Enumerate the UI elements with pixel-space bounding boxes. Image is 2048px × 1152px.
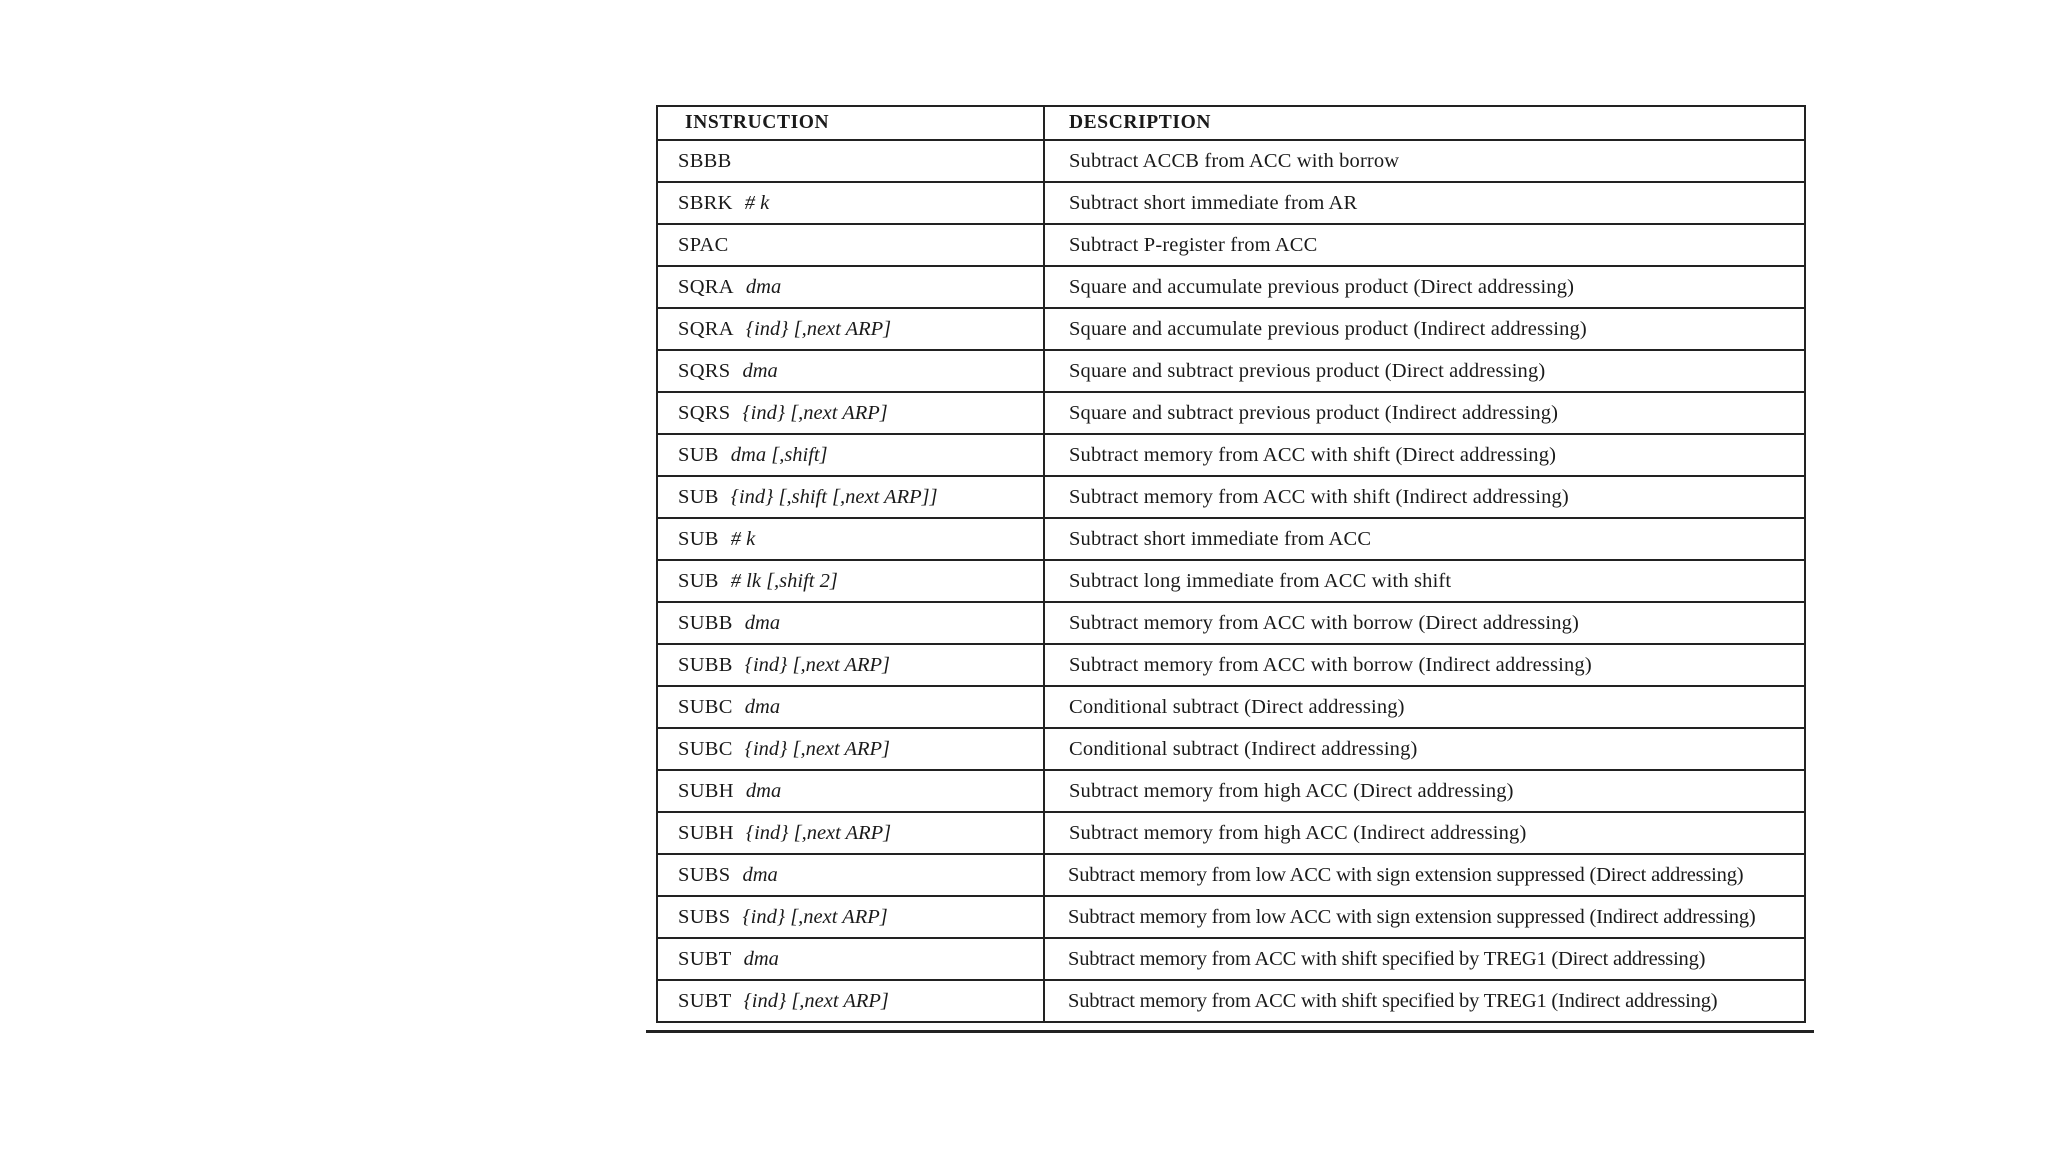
mnemonic: SQRS	[678, 401, 731, 424]
table-row	[657, 644, 1805, 686]
mnemonic: SUBH	[678, 779, 734, 802]
mnemonic: SQRA	[678, 317, 734, 340]
mnemonic: SBRK	[678, 191, 733, 214]
operands: dma [,shift]	[730, 443, 828, 466]
operands: dma	[745, 779, 782, 802]
table-row	[657, 476, 1805, 518]
description-cell: Subtract memory from ACC with shift (Direct addressing)	[1044, 434, 1805, 476]
operands: # k	[744, 191, 770, 214]
table-header-row	[657, 106, 1805, 140]
instruction-cell	[657, 938, 1044, 980]
instruction-table	[656, 105, 1806, 1023]
mnemonic: SUBS	[678, 863, 731, 886]
instruction-cell	[657, 560, 1044, 602]
mnemonic: SUBC	[678, 695, 733, 718]
operands: {ind} [,shift [,next ARP]]	[730, 485, 938, 508]
table-row	[657, 224, 1805, 266]
operands: {ind} [,next ARP]	[744, 737, 891, 760]
header-description: DESCRIPTION	[1044, 106, 1805, 140]
description-cell: Subtract memory from ACC with shift (Indirect addressing)	[1044, 476, 1805, 518]
mnemonic: SUBT	[678, 947, 732, 970]
mnemonic: SUBS	[678, 905, 731, 928]
operands: dma	[742, 359, 778, 382]
operands: dma	[744, 611, 781, 634]
table-row	[657, 518, 1805, 560]
table-row	[657, 308, 1805, 350]
instruction-cell	[657, 182, 1044, 224]
table-row	[657, 854, 1805, 896]
table-row	[657, 896, 1805, 938]
table-row	[657, 266, 1805, 308]
table-row	[657, 770, 1805, 812]
table-row	[657, 182, 1805, 224]
instruction-cell	[657, 518, 1044, 560]
instruction-cell	[657, 434, 1044, 476]
table-row	[657, 602, 1805, 644]
table-row	[657, 686, 1805, 728]
table-row	[657, 140, 1805, 182]
table-row	[657, 938, 1805, 980]
description-cell: Square and accumulate previous product (Direct addressing)	[1044, 266, 1805, 308]
instruction-cell	[657, 896, 1044, 938]
instruction-cell	[657, 686, 1044, 728]
description-cell: Subtract memory from low ACC with sign extension suppressed (Direct addressing)	[1044, 854, 1805, 896]
operands: dma	[742, 863, 778, 886]
operands: {ind} [,next ARP]	[742, 401, 888, 424]
instruction-cell	[657, 770, 1044, 812]
instruction-cell	[657, 350, 1044, 392]
instruction-cell	[657, 476, 1044, 518]
instruction-cell	[657, 812, 1044, 854]
instruction-cell	[657, 644, 1044, 686]
table-row	[657, 728, 1805, 770]
mnemonic: SUBC	[678, 737, 733, 760]
operands: dma	[744, 695, 781, 718]
instruction-cell	[657, 392, 1044, 434]
mnemonic: SUB	[678, 527, 719, 550]
instruction-cell	[657, 224, 1044, 266]
operands: # k	[730, 527, 756, 550]
description-cell: Conditional subtract (Direct addressing)	[1044, 686, 1805, 728]
table-body	[657, 140, 1805, 1022]
operands: {ind} [,next ARP]	[743, 989, 889, 1012]
description-cell: Subtract memory from low ACC with sign extension suppressed (Indirect addressing)	[1044, 896, 1805, 938]
instruction-cell	[657, 266, 1044, 308]
description-cell: Subtract long immediate from ACC with shift	[1044, 560, 1805, 602]
operands: {ind} [,next ARP]	[742, 905, 888, 928]
table-row	[657, 350, 1805, 392]
operands: # lk [,shift 2]	[730, 569, 838, 592]
mnemonic: SUBH	[678, 821, 734, 844]
mnemonic: SUB	[678, 485, 719, 508]
instruction-cell	[657, 602, 1044, 644]
description-cell: Subtract P-register from ACC	[1044, 224, 1805, 266]
instruction-cell	[657, 140, 1044, 182]
description-cell: Subtract memory from ACC with borrow (Indirect addressing)	[1044, 644, 1805, 686]
mnemonic: SUBB	[678, 653, 733, 676]
description-cell: Subtract memory from high ACC (Direct addressing)	[1044, 770, 1805, 812]
mnemonic: SUB	[678, 569, 719, 592]
table-row	[657, 812, 1805, 854]
header-instruction: INSTRUCTION	[657, 106, 1044, 140]
mnemonic: SUB	[678, 443, 719, 466]
description-cell: Subtract memory from ACC with borrow (Direct addressing)	[1044, 602, 1805, 644]
instruction-cell	[657, 308, 1044, 350]
description-cell: Subtract memory from high ACC (Indirect addressing)	[1044, 812, 1805, 854]
description-cell: Square and subtract previous product (Indirect addressing)	[1044, 392, 1805, 434]
table-row	[657, 392, 1805, 434]
description-cell: Subtract ACCB from ACC with borrow	[1044, 140, 1805, 182]
mnemonic: SUBB	[678, 611, 733, 634]
description-cell: Subtract short immediate from ACC	[1044, 518, 1805, 560]
table-row	[657, 560, 1805, 602]
description-cell: Square and subtract previous product (Direct addressing)	[1044, 350, 1805, 392]
mnemonic: SBBB	[678, 149, 732, 172]
mnemonic: SPAC	[678, 233, 729, 256]
table-bottom-rule	[646, 1030, 1814, 1033]
operands: {ind} [,next ARP]	[744, 653, 891, 676]
table-row	[657, 980, 1805, 1022]
operands: {ind} [,next ARP]	[745, 317, 892, 340]
instruction-cell	[657, 728, 1044, 770]
operands: {ind} [,next ARP]	[745, 821, 892, 844]
description-cell: Conditional subtract (Indirect addressing)	[1044, 728, 1805, 770]
instruction-cell	[657, 980, 1044, 1022]
description-cell: Subtract short immediate from AR	[1044, 182, 1805, 224]
description-cell: Square and accumulate previous product (Indirect addressing)	[1044, 308, 1805, 350]
operands: dma	[745, 275, 782, 298]
description-cell: Subtract memory from ACC with shift specified by TREG1 (Direct addressing)	[1044, 938, 1805, 980]
mnemonic: SQRS	[678, 359, 731, 382]
mnemonic: SQRA	[678, 275, 734, 298]
mnemonic: SUBT	[678, 989, 732, 1012]
instruction-cell	[657, 854, 1044, 896]
description-cell: Subtract memory from ACC with shift specified by TREG1 (Indirect addressing)	[1044, 980, 1805, 1022]
operands: dma	[743, 947, 779, 970]
table-row	[657, 434, 1805, 476]
